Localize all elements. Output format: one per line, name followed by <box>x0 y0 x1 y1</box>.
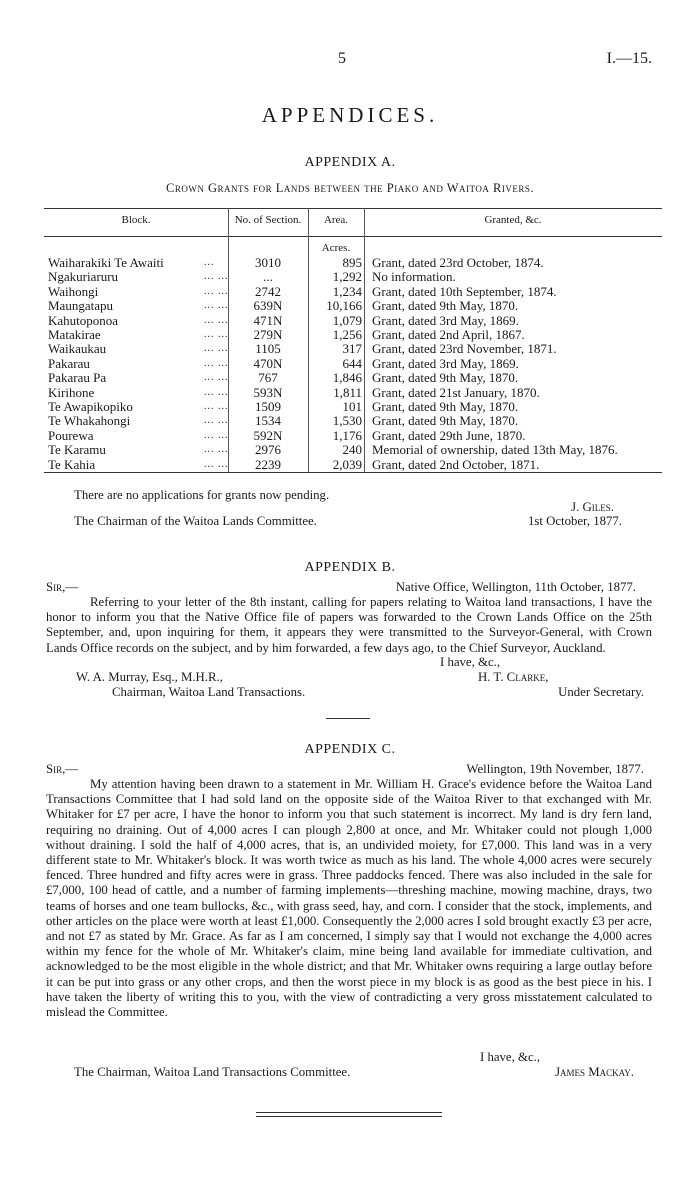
area-cell: 1,256 <box>332 327 362 342</box>
appendix-a-date: 1st October, 1877. <box>527 514 622 528</box>
leader-dots: ... ... <box>204 372 229 384</box>
table-row <box>44 443 662 457</box>
document-reference: I.—15. <box>606 50 652 67</box>
granted-cell: Grant, dated 3rd May, 1869. <box>372 355 519 371</box>
leader-dots: ... ... <box>204 314 229 326</box>
end-rule-top <box>256 1112 442 1113</box>
table-row <box>44 386 662 400</box>
page-title: APPENDICES. <box>261 103 439 127</box>
section-cell: 2976 <box>255 442 281 458</box>
table-row <box>44 342 662 356</box>
leader-dots: ... ... <box>204 343 229 355</box>
leader-dots: ... ... <box>204 386 229 398</box>
granted-cell: Grant, dated 10th September, 1874. <box>372 283 557 299</box>
granted-cell: Grant, dated 23rd October, 1874. <box>372 255 544 270</box>
table-row <box>44 458 662 472</box>
appendix-b-heading: APPENDIX B. <box>304 560 396 575</box>
section-cell: 471N <box>253 312 283 328</box>
granted-cell: No information. <box>372 269 456 285</box>
area-cell: 644 <box>342 355 362 371</box>
block-cell: Maungatapu <box>48 298 113 314</box>
leader-dots: ... ... <box>204 458 229 470</box>
block-cell: Te Awapikopiko <box>48 399 133 414</box>
section-cell: 1509 <box>255 399 281 414</box>
block-cell: Pourewa <box>48 427 94 443</box>
appendix-b-recipient-title: Chairman, Waitoa Land Transactions. <box>112 685 306 699</box>
column-header-block: Block. <box>121 214 151 226</box>
area-cell: 1,176 <box>332 427 362 443</box>
table-bottom-rule <box>44 472 662 473</box>
appendix-c-signer: James Mackay. <box>555 1065 634 1079</box>
section-cell: 593N <box>253 384 283 400</box>
table-row <box>44 400 662 414</box>
appendix-c-body: My attention having been drawn to a statement in Mr. William H. Grace's evidence before the Waitoa Land Transactions Committee that I had sold land on the opposite side of the Waitoa River to that exchanged with Mr. Whitaker for £7 per acre, I have the honor to inform you that such statement is incorrect. My land is dry fern land, requiring no draining. Out of 4,000 acres I can plough 2,800 at once, and Mr. Whitaker could not plough 1,000 without draining. I sold the half of 4,000 acres, that is, an undivided moiety, for £7,000. This land was in a very different state to Mr. Whitaker's block. It was worth twice as much as his land. The whole 4,000 acres were securely fenced. Three hundred and fifty acres were in grass. Three paddocks fenced. There was also included in the sale for £7,000, 100 head of cattle, and a number of farming implements—threshing machine, mowing machine, drays, two teams of horses and one team bullocks, &c., with grass seed, hay, and corn. I consider that the stock, implements, and other articles on the place were worth at least £1,000. Consequently the 2,000 acres I sold brought exactly £3 per acre, and not £7 as stated by Mr. Grace. As far as I am concerned, I simply say that I would not exchange the 4,000 acres within my fence for the whole of Mr. Whitaker's claim, mine being land available for immediate cultivation, and acknowledged to be the most eligible in the whole district; and that Mr. Whitaker owns requiring a large outlay before it can be put into grass or any other crops, and then the worst piece in my block is as good as the best piece in his. I have taken the liberty of writing this to you, with the view of contradicting a very gross misstatement calculated to mislead the Committee. <box>46 777 652 1020</box>
area-cell: 1,811 <box>333 384 362 400</box>
block-cell: Kahutoponoa <box>48 312 119 328</box>
column-header-section: No. of Section. <box>234 214 302 226</box>
leader-dots: ... <box>204 257 215 268</box>
leader-dots: ... ... <box>204 300 229 312</box>
section-cell: 3010 <box>255 255 281 270</box>
table-row <box>44 256 662 270</box>
table-top-rule <box>44 208 662 209</box>
section-cell: 279N <box>253 327 283 342</box>
area-cell: 1,530 <box>332 413 362 429</box>
granted-cell: Grant, dated 9th May, 1870. <box>372 413 519 429</box>
table-row <box>44 328 662 342</box>
appendix-c-addressee: The Chairman, Waitoa Land Transactions Committee. <box>74 1065 351 1079</box>
block-cell: Te Karamu <box>48 442 106 458</box>
section-cell: 592N <box>253 427 283 443</box>
area-cell: 240 <box>342 442 362 458</box>
pending-note: There are no applications for grants now pending. <box>74 488 330 502</box>
block-cell: Ngakuriaruru <box>48 269 119 285</box>
appendix-b-closing: I have, &c., <box>440 655 501 669</box>
appendix-c-place-date: Wellington, 19th November, 1877. <box>466 762 644 776</box>
section-cell: 639N <box>253 298 283 314</box>
appendix-a-subtitle: Crown Grants for Lands between the Piako and Waitoa Rivers. <box>166 181 534 195</box>
area-cell: 101 <box>342 399 362 414</box>
table-header-rule <box>44 236 662 237</box>
leader-dots: ... ... <box>204 357 229 369</box>
block-cell: Waihongi <box>48 283 99 299</box>
appendix-c-salutation: Sir,— <box>46 762 79 776</box>
granted-cell: Grant, dated 21st January, 1870. <box>372 384 540 400</box>
area-cell: 10,166 <box>326 298 362 314</box>
leader-dots: ... ... <box>204 285 229 297</box>
block-cell: Pakarau <box>48 355 90 371</box>
block-cell: Kirihone <box>48 384 95 400</box>
leader-dots: ... ... <box>204 329 229 340</box>
granted-cell: Grant, dated 29th June, 1870. <box>372 427 526 443</box>
table-row <box>44 285 662 299</box>
section-cell: ... <box>263 269 273 285</box>
leader-dots: ... ... <box>204 271 229 283</box>
section-cell: 470N <box>253 355 283 371</box>
block-cell: Waikaukau <box>48 341 107 357</box>
leader-dots: ... ... <box>204 401 229 412</box>
appendix-b-signer: H. T. Clarke, <box>478 670 549 684</box>
granted-cell: Grant, dated 9th May, 1870. <box>372 399 519 414</box>
block-cell: Matakirae <box>48 327 101 342</box>
section-cell: 1105 <box>255 341 281 357</box>
leader-dots: ... ... <box>204 444 229 456</box>
table-row <box>44 429 662 443</box>
appendix-a-heading: APPENDIX A. <box>304 155 396 170</box>
granted-cell: Grant, dated 9th May, 1870. <box>372 298 519 314</box>
granted-cell: Memorial of ownership, dated 13th May, 1876. <box>372 442 618 458</box>
end-rule-bottom <box>256 1116 442 1117</box>
area-cell: 2,039 <box>332 456 362 472</box>
table-row <box>44 371 662 385</box>
area-cell: 895 <box>342 255 362 270</box>
granted-cell: Grant, dated 9th May, 1870. <box>372 370 519 386</box>
granted-cell: Grant, dated 2nd October, 1871. <box>372 456 540 472</box>
appendix-b-salutation: Sir,— <box>46 580 79 594</box>
leader-dots: ... ... <box>204 415 229 427</box>
area-cell: 1,079 <box>332 312 362 328</box>
block-cell: Te Kahia <box>48 456 96 472</box>
appendix-a-addressee: The Chairman of the Waitoa Lands Committee. <box>74 514 317 528</box>
table-row <box>44 357 662 371</box>
table-row <box>44 414 662 428</box>
appendix-a-signer: J. Giles. <box>571 500 614 514</box>
table-row <box>44 270 662 284</box>
block-cell: Te Whakahongi <box>48 413 131 429</box>
section-cell: 767 <box>258 370 278 386</box>
granted-cell: Grant, dated 3rd May, 1869. <box>372 312 519 328</box>
leader-dots: ... ... <box>204 429 229 441</box>
column-header-granted: Granted, &c. <box>484 214 542 226</box>
appendix-b-recipient-name: W. A. Murray, Esq., M.H.R., <box>76 670 223 684</box>
granted-cell: Grant, dated 23rd November, 1871. <box>372 341 557 357</box>
section-cell: 2742 <box>255 283 281 299</box>
area-unit-label: Acres. <box>321 242 351 254</box>
appendix-b-place-date: Native Office, Wellington, 11th October, 1877. <box>395 580 636 594</box>
area-cell: 317 <box>342 341 362 357</box>
area-cell: 1,846 <box>332 370 362 386</box>
appendix-b-signer-title: Under Secretary. <box>558 685 644 699</box>
appendix-c-closing: I have, &c., <box>480 1050 541 1064</box>
area-cell: 1,234 <box>332 283 362 299</box>
section-divider <box>326 718 370 719</box>
granted-cell: Grant, dated 2nd April, 1867. <box>372 327 525 342</box>
column-header-area: Area. <box>323 214 349 226</box>
area-cell: 1,292 <box>332 269 362 285</box>
block-cell: Waiharakiki Te Awaiti <box>48 255 164 270</box>
section-cell: 1534 <box>255 413 281 429</box>
page-number: 5 <box>338 50 346 67</box>
table-row <box>44 314 662 328</box>
section-cell: 2239 <box>255 456 281 472</box>
table-row <box>44 299 662 313</box>
appendix-c-heading: APPENDIX C. <box>304 742 396 757</box>
block-cell: Pakarau Pa <box>48 370 107 386</box>
appendix-b-body: Referring to your letter of the 8th instant, calling for papers relating to Waitoa land transactions, I have the honor to inform you that the Native Office file of papers was forwarded to the Crown Lands Office on the 25th September, and, upon inquiring for them, it appears they were transmitted to the Surveyor-General, with Crown Lands Office records on the subject, and by him forwarded, a few days ago, to the Chief Surveyor, Auckland. <box>46 595 652 655</box>
